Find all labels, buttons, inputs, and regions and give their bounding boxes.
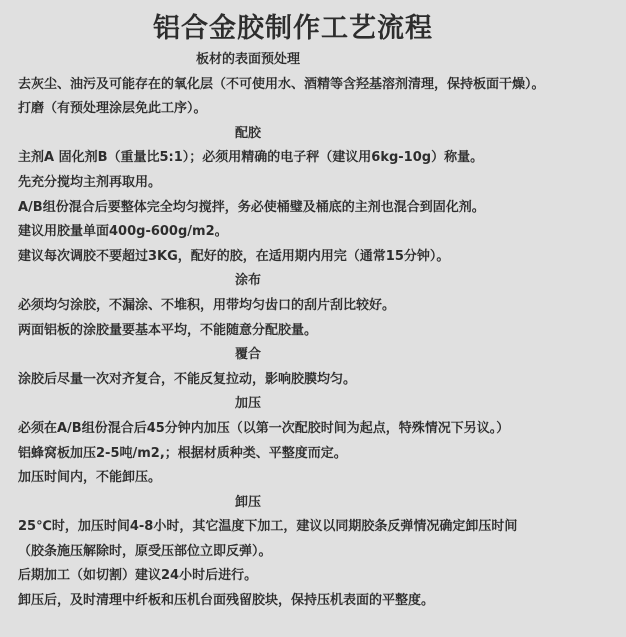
section [0,122,626,270]
sections [0,48,626,614]
text-line: 必须在A/B组份混合后45分钟内加压（以第一次配胶时间为起点，特殊情况下另议。） [18,420,510,436]
section [0,491,626,614]
section-heading: 涂布 [234,273,261,289]
text-line: 后期加工（如切割）建议24小时后进行。 [18,568,258,584]
text-line: 先充分搅均主剂再取用。 [18,174,162,190]
section-heading: 加压 [234,396,261,412]
section [0,343,626,392]
text-line: 建议每次调胶不要超过3KG，配好的胶，在适用期内用完（通常15分钟）。 [18,248,450,264]
text-line: 卸压后，及时清理中纤板和压机台面残留胶块，保持压机表面的平整度。 [18,593,435,609]
text-line: 建议用胶量单面400g-600g/m2。 [18,224,228,240]
text-line: 加压时间内，不能卸压。 [18,470,162,486]
process-document [0,11,626,637]
section [0,48,626,122]
text-line: A/B组份混合后要整体完全均匀搅拌，务必使桶璧及桶底的主剂也混合到固化剂。 [18,199,485,215]
section-heading: 板材的表面预处理 [195,52,300,67]
section-heading: 配胶 [234,125,261,141]
text-line: 涂胶后尽量一次对齐复合，不能反复拉动，影响胶膜均匀。 [18,371,357,387]
section [0,392,626,490]
page-title: 铝合金胶制作工艺流程 [153,13,433,44]
text-line: 必须均匀涂胶，不漏涂、不堆积，用带均匀齿口的刮片刮比较好。 [18,297,396,313]
text-line: 打磨（有预处理涂层免此工序）。 [18,101,207,117]
text-line: 25℃时，加压时间4-8小时，其它温度下加工，建议以同期胶条反弹情况确定卸压时间 [18,519,518,535]
text-line: （胶条施压解除时，原受压部位立即反弹）。 [18,543,272,559]
text-line: 主剂A 固化剂B（重量比5:1）；必须用精确的电子秤（建议用6kg-10g）称量。 [18,150,484,166]
text-line: 两面铝板的涂胶量要基本平均，不能随意分配胶量。 [18,322,318,338]
text-line: 去灰尘、油污及可能存在的氧化层（不可使用水、酒精等含羟基溶剂清理，保持板面干燥）。 [18,76,545,92]
section-heading: 覆合 [234,347,261,363]
text-line: 铝蜂窝板加压2-5吨/m2,；根据材质种类、平整度而定。 [18,445,347,461]
section-heading: 卸压 [234,494,261,510]
section [0,269,626,343]
